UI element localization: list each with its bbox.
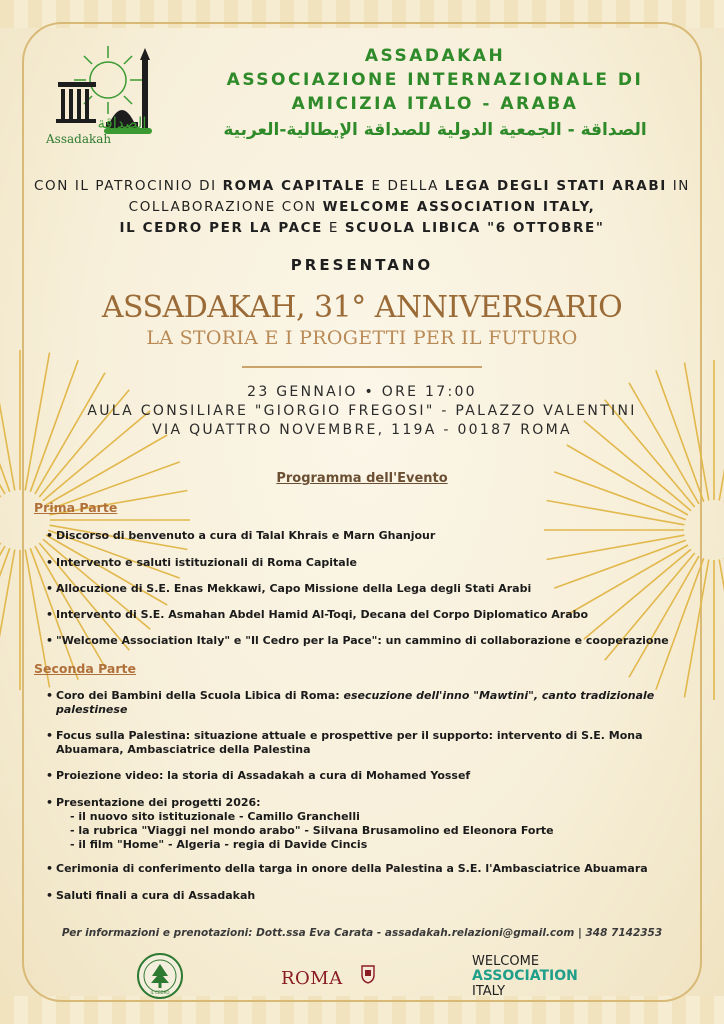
divider	[242, 366, 482, 368]
list-item: • Discorso di benvenuto a cura di Talal Khrais e Marn Ghanjour	[46, 529, 436, 542]
contact-info: Per informazioni e prenotazioni: Dott.ssa Eva Carata - assadakah.relazioni@gmail.com | 348 7142353	[61, 927, 663, 939]
org-name: ASSADAKAH	[364, 46, 506, 66]
il-cedro-logo	[136, 952, 184, 1000]
sunburst-ray	[656, 558, 704, 690]
prima-parte-heading: Prima Parte	[34, 500, 118, 515]
seconda-parte-heading: Seconda Parte	[34, 661, 136, 676]
cedro-label: IL CEDRO	[150, 990, 170, 995]
sunburst-ray	[0, 548, 10, 680]
list-item: • "Welcome Association Italy" e "Il Cedro per la Pace": un cammino di collaborazione e cooperazione	[46, 634, 669, 647]
sunburst-ray	[684, 560, 708, 698]
logo-caption: Assadakah	[46, 132, 112, 146]
programma-heading: Programma dell'Evento	[276, 471, 448, 486]
event-address: VIA QUATTRO NOVEMBRE, 119A - 00187 ROMA	[152, 422, 572, 438]
list-item: • Coro dei Bambini della Scuola Libica di Roma: esecuzione dell'inno "Mawtini", canto tradizionale palestinese	[46, 689, 655, 716]
list-item: • Presentazione dei progetti 2026: - il nuovo sito istituzionale - Camillo Granchelli - la rubrica "Viaggi nel mondo arabo" - Silvana Brusamolino ed Eleonora Forte - il film "Home" - Algeria - regia di Davide Cincis	[46, 796, 554, 851]
roma-logo-text: ROMA	[281, 968, 343, 989]
org-subtitle-1: ASSOCIAZIONE INTERNAZIONALE DI	[226, 70, 644, 90]
roma-crest-icon	[360, 964, 376, 984]
org-arabic-name: الصداقة - الجمعية الدولية للصداقة الإيطالية-العربية	[223, 120, 647, 140]
event-subtitle: LA STORIA E I PROGETTI PER IL FUTURO	[146, 327, 578, 349]
list-item: • Intervento e saluti istituzionali di Roma Capitale	[46, 556, 357, 569]
list-item: • Allocuzione di S.E. Enas Mekkawi, Capo Missione della Lega degli Stati Arabi	[46, 582, 532, 595]
list-item: • Focus sulla Palestina: situazione attuale e prospettive per il supporto: intervento di S.E. Mona Abuamara, Ambasciatrice della Palestina	[46, 729, 643, 756]
org-subtitle-2: AMICIZIA ITALO - ARABA	[291, 94, 579, 114]
list-item: • Cerimonia di conferimento della targa in onore della Palestina a S.E. l'Ambasciatrice Abuamara	[46, 862, 648, 875]
event-title: ASSADAKAH, 31° ANNIVERSARIO	[101, 290, 623, 325]
list-item: • Proiezione video: la storia di Assadakah a cura di Mohamed Yossef	[46, 769, 471, 782]
welcome-association-logo: WELCOME ASSOCIATION ITALY	[472, 954, 578, 999]
event-date: 23 GENNAIO • ORE 17:00	[247, 384, 477, 400]
presentano-heading: PRESENTANO	[290, 256, 434, 274]
list-item: • Intervento di S.E. Asmahan Abdel Hamid Al-Toqi, Decana del Corpo Diplomatico Arabo	[46, 608, 589, 621]
logo-arabic-mark: الصداقة	[97, 114, 147, 132]
event-venue: AULA CONSILIARE "GIORGIO FREGOSI" - PALAZZO VALENTINI	[87, 403, 637, 419]
sunburst-ray	[719, 560, 724, 698]
sunburst-ray	[547, 500, 685, 524]
patronage-text: CON IL PATROCINIO DI ROMA CAPITALE E DELLA LEGA DEGLI STATI ARABI IN COLLABORAZIONE CON WELCOME ASSOCIATION ITALY, IL CEDRO PER LA PACE E SCUOLA LIBICA "6 OTTOBRE"	[33, 178, 690, 236]
sunburst-ray	[46, 435, 167, 505]
list-item: • Saluti finali a cura di Assadakah	[46, 889, 256, 902]
